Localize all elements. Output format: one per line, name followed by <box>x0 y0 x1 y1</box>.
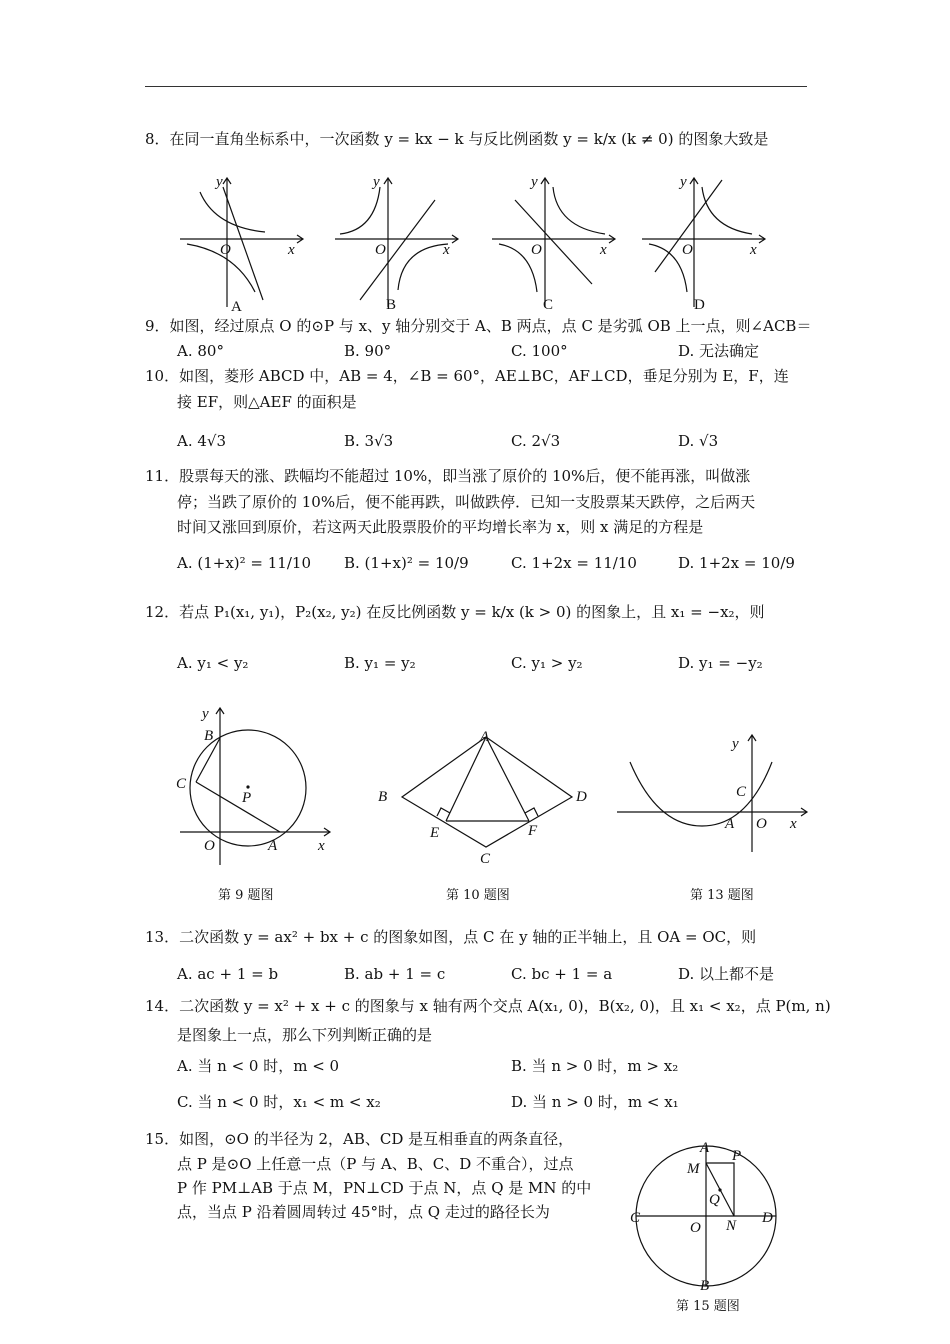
q12-option-d[interactable]: D. y₁ = −y₂ <box>678 654 763 672</box>
svg-text:B: B <box>204 728 214 744</box>
q13-option-a[interactable]: A. ac + 1 = b <box>177 965 279 983</box>
q11-line3: 时间又涨回到原价，若这两天此股票股价的平均增长率为 x，则 x 满足的方程是 <box>177 518 704 536</box>
q14-option-b[interactable]: B. 当 n > 0 时，m > x₂ <box>511 1057 679 1075</box>
q10-option-a[interactable]: A. 4√3 <box>177 432 227 450</box>
q15-line2: 点 P 是⊙O 上任意一点（P 与 A、B、C、D 不重合），过点 <box>177 1155 574 1173</box>
q9-option-b[interactable]: B. 90° <box>344 342 392 360</box>
svg-text:x: x <box>790 816 797 832</box>
q8-label-d: D <box>694 297 705 313</box>
svg-text:y: y <box>202 706 209 722</box>
q15-line4: 点，当点 P 沿着圆周转过 45°时，点 Q 走过的路径长为 <box>177 1203 550 1221</box>
svg-text:O: O <box>531 242 542 258</box>
caption-fig9: 第 9 题图 <box>218 888 274 903</box>
q14-line1: 14．二次函数 y = x² + x + c 的图象与 x 轴有两个交点 A(x₁, 0)，B(x₂, 0)，且 x₁ < x₂，点 P(m, n) <box>145 997 831 1015</box>
svg-text:x: x <box>288 242 295 258</box>
q13-text: 13．二次函数 y = ax² + bx + c 的图象如图，点 C 在 y 轴的正半轴上，且 OA = OC，则 <box>145 928 757 946</box>
svg-text:D: D <box>762 1210 773 1226</box>
svg-text:F: F <box>528 823 538 839</box>
q13-option-b[interactable]: B. ab + 1 = c <box>344 965 446 983</box>
svg-text:x: x <box>600 242 607 258</box>
header-rule <box>145 86 807 87</box>
svg-text:y: y <box>531 174 538 190</box>
q11-option-c[interactable]: C. 1+2x = 11/10 <box>511 554 637 572</box>
svg-text:x: x <box>318 838 325 854</box>
svg-text:M: M <box>687 1161 700 1177</box>
svg-text:O: O <box>220 242 231 258</box>
q13-option-c[interactable]: C. bc + 1 = a <box>511 965 613 983</box>
svg-text:y: y <box>216 174 223 190</box>
figure-10 <box>370 725 600 865</box>
svg-text:C: C <box>736 784 747 800</box>
figure-9 <box>170 700 340 860</box>
caption-fig15: 第 15 题图 <box>676 1299 740 1314</box>
figure-13 <box>612 730 812 855</box>
q8-graph-c <box>487 172 622 312</box>
q12-option-c[interactable]: C. y₁ > y₂ <box>511 654 583 672</box>
svg-text:A: A <box>725 816 735 832</box>
q8-label-b: B <box>386 297 397 313</box>
svg-text:O: O <box>690 1220 701 1236</box>
svg-text:O: O <box>756 816 767 832</box>
svg-text:P: P <box>732 1148 742 1164</box>
q10-option-c[interactable]: C. 2√3 <box>511 432 561 450</box>
caption-fig13: 第 13 题图 <box>690 888 754 903</box>
svg-text:A: A <box>700 1140 710 1156</box>
q12-text: 12．若点 P₁(x₁, y₁)，P₂(x₂, y₂) 在反比例函数 y = k/x (k > 0) 的图象上，且 x₁ = −x₂，则 <box>145 603 765 621</box>
svg-text:E: E <box>430 825 440 841</box>
q8-graph-b <box>330 172 465 312</box>
q10-line2: 接 EF，则△AEF 的面积是 <box>177 393 357 411</box>
q8-text: 8．在同一直角坐标系中，一次函数 y = kx − k 与反比例函数 y = k/x (k ≠ 0) 的图象大致是 <box>145 130 769 148</box>
q12-option-b[interactable]: B. y₁ = y₂ <box>344 654 416 672</box>
q10-option-b[interactable]: B. 3√3 <box>344 432 394 450</box>
svg-text:x: x <box>750 242 757 258</box>
svg-text:N: N <box>726 1218 737 1234</box>
svg-text:y: y <box>732 736 739 752</box>
q9-option-c[interactable]: C. 100° <box>511 342 568 360</box>
figure-15 <box>628 1138 788 1298</box>
svg-text:P: P <box>242 790 252 806</box>
q9-text: 9．如图，经过原点 O 的⊙P 与 x、y 轴分别交于 A、B 两点，点 C 是劣弧 OB 上一点，则∠ACB＝ <box>145 317 812 335</box>
svg-text:O: O <box>682 242 693 258</box>
svg-text:B: B <box>378 789 388 805</box>
q15-line3: P 作 PM⊥AB 于点 M，PN⊥CD 于点 N，点 Q 是 MN 的中 <box>177 1179 592 1197</box>
q13-option-d[interactable]: D. 以上都不是 <box>678 965 775 983</box>
svg-text:y: y <box>373 174 380 190</box>
svg-text:C: C <box>480 851 491 867</box>
q11-option-b[interactable]: B. (1+x)² = 10/9 <box>344 554 469 572</box>
svg-text:O: O <box>204 838 215 854</box>
q9-option-d[interactable]: D. 无法确定 <box>678 342 760 360</box>
svg-text:A: A <box>268 838 278 854</box>
q11-line2: 停；当跌了原价的 10%后，便不能再跌，叫做跌停．已知一支股票某天跌停，之后两天 <box>177 493 756 511</box>
q10-line1: 10．如图，菱形 ABCD 中，AB = 4，∠B = 60°，AE⊥BC，AF⊥CD，垂足分别为 E，F，连 <box>145 367 789 385</box>
q14-line2: 是图象上一点，那么下列判断正确的是 <box>177 1026 433 1044</box>
q12-option-a[interactable]: A. y₁ < y₂ <box>177 654 249 672</box>
q10-option-d[interactable]: D. √3 <box>678 432 719 450</box>
q9-option-a[interactable]: A. 80° <box>177 342 224 360</box>
q8-graph-a <box>175 172 310 315</box>
svg-text:x: x <box>443 242 450 258</box>
svg-text:C: C <box>630 1210 641 1226</box>
q11-line1: 11．股票每天的涨、跌幅均不能超过 10%，即当涨了原价的 10%后，便不能再涨，叫做涨 <box>145 467 751 485</box>
q14-option-c[interactable]: C. 当 n < 0 时，x₁ < m < x₂ <box>177 1093 381 1111</box>
q8-label-c: C <box>543 297 554 313</box>
q8-label-a: A <box>231 299 242 315</box>
svg-text:D: D <box>576 789 587 805</box>
svg-text:A: A <box>480 729 490 745</box>
q11-option-a[interactable]: A. (1+x)² = 11/10 <box>177 554 311 572</box>
svg-text:y: y <box>680 174 687 190</box>
svg-text:C: C <box>176 776 187 792</box>
q14-option-a[interactable]: A. 当 n < 0 时，m < 0 <box>177 1057 340 1075</box>
q11-option-d[interactable]: D. 1+2x = 10/9 <box>678 554 795 572</box>
q15-line1: 15．如图，⊙O 的半径为 2，AB、CD 是互相垂直的两条直径， <box>145 1130 574 1148</box>
caption-fig10: 第 10 题图 <box>446 888 510 903</box>
svg-text:B: B <box>700 1278 710 1294</box>
q14-option-d[interactable]: D. 当 n > 0 时，m < x₁ <box>511 1093 679 1111</box>
q8-graph-d <box>637 172 772 312</box>
svg-text:Q: Q <box>709 1192 720 1208</box>
svg-text:O: O <box>375 242 386 258</box>
